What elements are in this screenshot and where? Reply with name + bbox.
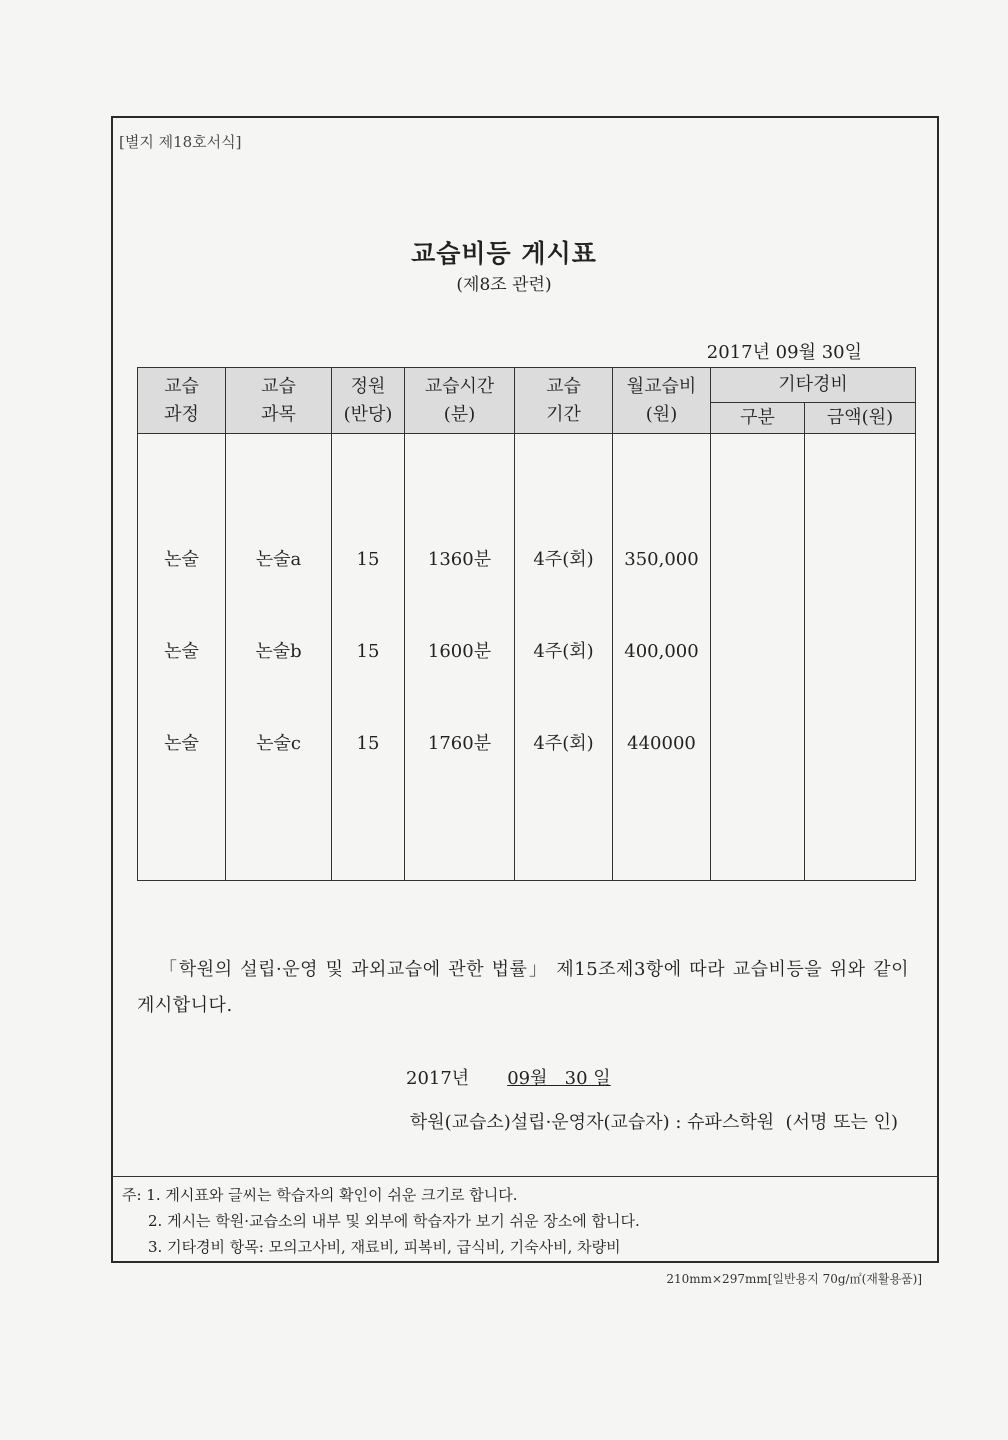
cell-capacity: 15 [356,641,380,662]
column-course [138,434,226,881]
header-other-amount: 금액(원) [805,403,916,434]
form-number-label: [별지 제18호서식] [119,133,242,151]
cell-period: 4주(회) [533,549,594,570]
cell-monthly-fee: 400,000 [624,641,699,662]
header-capacity: 정원 (반당) [332,368,405,434]
cell-other-type-empty [711,434,805,881]
cell-hours: 1760분 [427,733,492,754]
cell-capacity: 15 [356,733,380,754]
cell-hours: 1600분 [427,641,492,662]
cell-subject: 논술c [256,733,301,754]
column-monthly-fee [613,434,711,881]
cell-subject: 논술a [255,549,302,570]
note-item: 2. 게시는 학원·교습소의 내부 및 외부에 학습자가 보기 쉬운 장소에 합니다. [148,1212,640,1230]
column-subject [226,434,332,881]
header-period: 교습 기간 [515,368,613,434]
cell-monthly-fee: 440000 [627,733,696,754]
header-monthly-fee: 월교습비 (원) [613,368,711,434]
column-capacity [332,434,405,881]
signer-line: 학원(교습소)설립·운영자(교습자) : 슈파스학원 (서명 또는 인) [409,1112,898,1133]
column-period [515,434,613,881]
header-course: 교습 과정 [138,368,226,434]
signing-date-month-day: 09월 30 일 [507,1068,611,1089]
document-subtitle: (제8조 관련) [456,275,552,295]
cell-course: 논술 [164,733,199,754]
cell-hours: 1360분 [427,549,492,570]
posting-date: 2017년 09월 30일 [706,342,862,363]
column-hours [405,434,515,881]
cell-course: 논술 [164,641,199,662]
header-hours: 교습시간 (분) [405,368,515,434]
cell-capacity: 15 [356,549,380,570]
cell-period: 4주(회) [533,733,594,754]
notice-text: 「학원의 설립·운영 및 과외교습에 관한 법률」 제15조제3항에 따라 교습비등을 위와 같이 게시합니다. [137,959,909,1016]
header-subject: 교습 과목 [226,368,332,434]
fee-table [137,367,916,881]
cell-subject: 논술b [255,641,302,662]
header-other-expenses: 기타경비 [711,368,916,403]
signing-date-year: 2017년 [406,1068,470,1089]
notes-section [122,1182,640,1260]
cell-other-amount-empty [805,434,916,881]
document-title: 교습비등 게시표 [411,239,597,268]
signing-date [406,1064,611,1090]
cell-period: 4주(회) [533,641,594,662]
cell-course: 논술 [164,549,199,570]
notes-divider [111,1176,939,1177]
note-item: 주: 1. 게시표와 글씨는 학습자의 확인이 쉬운 크기로 합니다. [122,1186,518,1204]
paper-spec: 210mm×297mm[일반용지 70g/㎡(재활용품)] [666,1272,922,1286]
cell-monthly-fee: 350,000 [624,549,699,570]
note-item: 3. 기타경비 항목: 모의고사비, 재료비, 피복비, 급식비, 기숙사비, 차량비 [148,1238,621,1256]
header-other-type: 구분 [711,403,805,434]
